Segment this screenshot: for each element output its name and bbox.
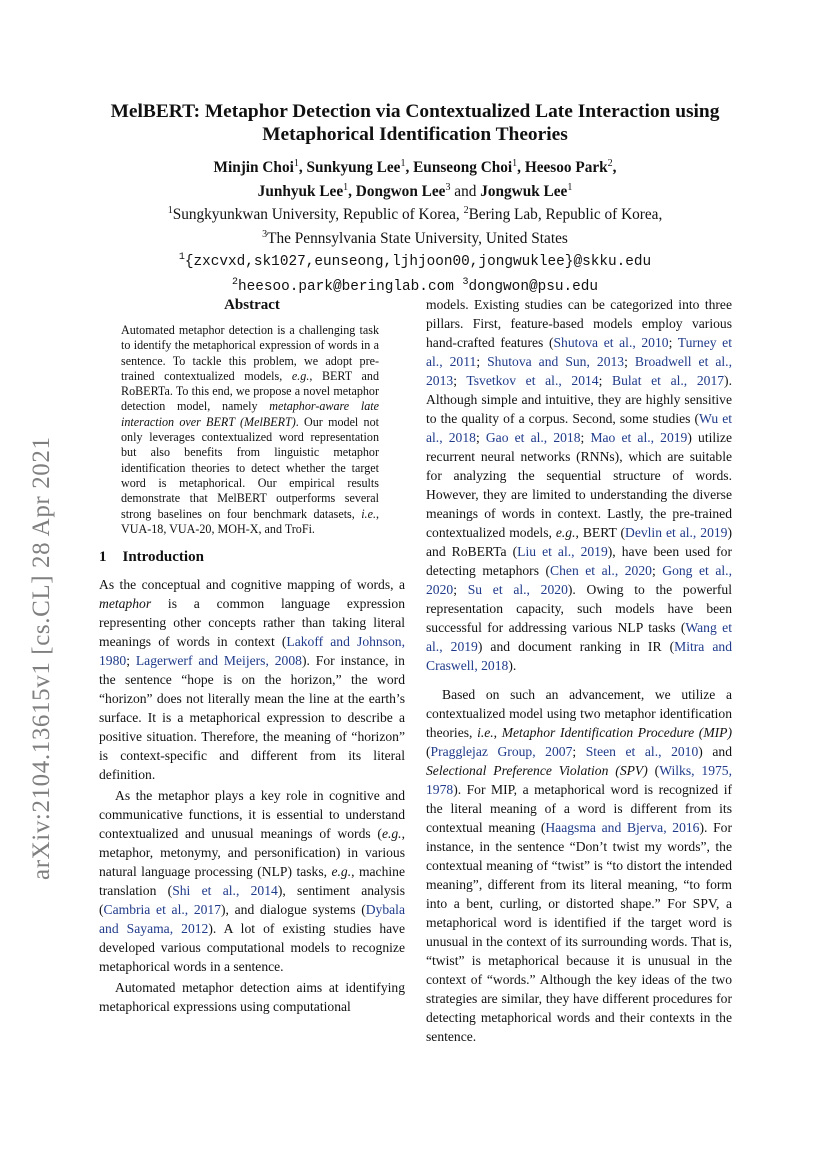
affiliation-marker: 1: [167, 205, 173, 217]
right-body: [426, 295, 732, 1046]
citation-link[interactable]: Lagerwerf and Meijers, 2008: [135, 653, 302, 669]
section-number: 1: [99, 549, 107, 566]
citation-link[interactable]: Dybala and Sayama, 2012: [99, 902, 405, 937]
affiliation-marker: 2: [463, 205, 469, 217]
citation-link[interactable]: Steen et al., 2010: [585, 744, 699, 759]
emphasis-text: i.e.: [477, 725, 494, 740]
citation-link[interactable]: Wilks, 1975, 1978: [426, 763, 732, 797]
affiliation-marker: 1: [400, 158, 406, 169]
emphasis-text: metaphor: [99, 596, 152, 612]
emphasis-text: e.g.: [381, 826, 402, 842]
abstract-text: Automated metaphor detection is a challenging task to identify the metaphorical expression of words in a sentence. To tackle this problem, we adopt pre-trained contextualized models, e.g., BERT and RoBERTa. To this end, we propose a novel metaphor detection model, namely metaphor-aware late interaction over BERT (MelBERT). Our model not only leverages contextualized word representation but also benefits from linguistic metaphor identification theories to detect whether the target word is metaphorical. Our empirical results demonstrate that MelBERT outperforms several strong baselines on four benchmark datasets, i.e., VUA-18, VUA-20, MOH-X, and TroFi.: [121, 323, 380, 536]
affiliation-marker: 2: [607, 158, 613, 169]
emphasis-text: e.g.: [331, 864, 352, 880]
citation-link[interactable]: Devlin et al., 2019: [625, 525, 728, 540]
affiliation-marker: 3: [262, 228, 268, 240]
email-address[interactable]: heesoo.park@beringlab.com: [237, 278, 463, 295]
citation-link[interactable]: Shutova et al., 2010: [553, 335, 669, 350]
right-column: [426, 295, 732, 1046]
author-name: Sunkyung Lee: [306, 159, 401, 177]
author-name: Jongwuk Lee: [480, 182, 568, 200]
affiliations-line-1: [90, 201, 740, 225]
emphasis-text: i.e.: [361, 506, 376, 521]
body-paragraph: Automated metaphor detection aims at identifying metaphorical expressions using computational: [99, 980, 405, 1015]
emphasis-text: e.g.: [291, 368, 310, 383]
section-heading-introduction: [99, 547, 405, 567]
author-name: Minjin Choi: [213, 159, 294, 177]
emphasis-text: Selectional Preference Violation (SPV): [426, 763, 648, 778]
affiliation-name: Bering Lab, Republic of Korea,: [468, 206, 663, 224]
body-paragraph: models. Existing studies can be categorized into three pillars. First, feature-based models employ various hand-crafted features (Shutova et al., 2010; Turney et al., 2011; Shutova and Sun, 2013; Broadwell et al., 2013; Tsvetkov et al., 2014; Bulat et al., 2017). Although simple and intuitive, they are highly sensitive to the quality of a corpus. Second, some studies (Wu et al., 2018; Gao et al., 2018; Mao et al., 2019) utilize recurrent neural networks (RNNs), which are suitable for analyzing the sequential structure of words. However, they are limited to understanding the diverse meanings of words in context. Lastly, the pre-trained contextualized models, e.g., BERT (Devlin et al., 2019) and RoBERTa (Liu et al., 2019), have been used for detecting metaphors (Chen et al., 2020; Gong et al., 2020; Su et al., 2020). Owing to the powerful representation capacity, such models have been successful for addressing various NLP tasks (Wang et al., 2019) and document ranking in IR (Mitra and Craswell, 2018).: [426, 297, 733, 673]
authors-line-2: Junhyuk Lee$^1$, Dongwon Lee$^3$ and Jongwuk Lee$^1$: [257, 181, 573, 200]
citation-link[interactable]: Wu et al., 2018: [426, 411, 733, 445]
citation-link[interactable]: Pragglejaz Group, 2007: [430, 744, 573, 759]
citation-link[interactable]: Gao et al., 2018: [485, 430, 581, 445]
email-address[interactable]: dongwon@psu.edu: [468, 278, 599, 295]
emails-line-1[interactable]: [90, 248, 740, 272]
affiliation-marker: 1: [178, 252, 185, 264]
authors-line-1: Minjin Choi$^1$, Sunkyung Lee$^1$, Eunseong Choi$^1$, Heesoo Park$^2$,: [213, 158, 617, 177]
section-title: Introduction: [122, 549, 204, 566]
citation-link[interactable]: Cambria et al., 2017: [103, 902, 222, 918]
citation-link[interactable]: Shi et al., 2014: [172, 883, 278, 899]
affiliations-line-2: [90, 225, 740, 249]
affiliation-marker: 3: [445, 181, 451, 193]
citation-link[interactable]: Tsvetkov et al., 2014: [466, 373, 599, 388]
emphasis-text: metaphor-aware late interaction over BERT (MelBERT): [121, 399, 379, 429]
citation-link[interactable]: Liu et al., 2019: [517, 544, 608, 559]
citation-link[interactable]: Wang et al., 2019: [426, 620, 732, 654]
affiliation-marker: 2: [231, 276, 238, 288]
author-name: Junhyuk Lee: [257, 182, 344, 200]
author-name: Eunseong Choi: [413, 159, 513, 177]
author-name: Dongwon Lee: [355, 182, 446, 200]
citation-link[interactable]: Broadwell et al., 2013: [426, 354, 732, 388]
paper-title: MelBERT: Metaphor Detection via Contextualized Late Interaction using Metaphorical Identification Theories: [110, 101, 720, 145]
citation-link[interactable]: Su et al., 2020: [467, 582, 568, 597]
abstract-heading: Abstract: [224, 297, 280, 313]
citation-link[interactable]: Lakoff and Johnson, 1980: [99, 634, 405, 669]
citation-link[interactable]: Shutova and Sun, 2013: [487, 354, 625, 369]
affiliation-marker: 1: [293, 158, 299, 169]
citation-link[interactable]: Bulat et al., 2017: [612, 373, 725, 388]
arxiv-identifier: arXiv:2104.13615v1 [cs.CL] 28 Apr 2021: [28, 436, 55, 880]
affiliation-name: The Pennsylvania State University, United States: [267, 229, 568, 247]
affiliation-marker: 1: [567, 181, 573, 193]
author-conjunction: and: [454, 182, 477, 200]
email-address[interactable]: {zxcvxd,sk1027,eunseong,ljhjoon00,jongwuklee}@skku.edu: [184, 254, 652, 271]
citation-link[interactable]: Gong et al., 2020: [426, 563, 732, 597]
left-column: [99, 295, 405, 1016]
body-paragraph: As the metaphor plays a key role in cognitive and communicative functions, it is essential to understand contextualized and unusual meanings of words (e.g., metaphor, metonymy, and personification) in various natural language processing (NLP) tasks, e.g., machine translation (Shi et al., 2014), sentiment analysis (Cambria et al., 2017), and dialogue systems (Dybala and Sayama, 2012). A lot of existing studies have developed various computational models to recognize metaphorical words in a sentence.: [99, 788, 405, 975]
body-paragraph: As the conceptual and cognitive mapping of words, a metaphor is a common language expression representing other concepts rather than taking literal meanings of words in context (Lakoff and Johnson, 1980; Lagerwerf and Meijers, 2008). For instance, in the sentence “hope is on the horizon,” the word “horizon” does not literally mean the line at the earth’s surface. It is a metaphorical expression to describe a positive situation. Therefore, the meaning of “horizon” is context-specific and different from its literal definition.: [99, 577, 405, 783]
body-paragraph: Based on such an advancement, we utilize a contextualized model using two metaphor identification theories, i.e., Metaphor Identification Procedure (MIP) (Pragglejaz Group, 2007; Steen et al., 2010) and Selectional Preference Violation (SPV) (Wilks, 1975, 1978). For MIP, a metaphorical word is recognized if the literal meaning of a word is different from its contextual meaning (Haagsma and Bjerva, 2016). For instance, in the sentence “Don’t twist my words”, the contextual meaning of “twist” is “to distort the intended meaning”, different from its literal meaning, “to form into a bent, curling, or distorted shape.” For SPV, a metaphorical word is identified if the target word is unusual in the context of its surrounding words. That is, “twist” is metaphorical because it is unusual in the context of “words.” Although the key ideas of the two strategies are similar, they have different procedures for detecting metaphorical words and their contexts in the sentence.: [426, 687, 732, 1044]
author-block: [90, 154, 740, 297]
emails-line-2[interactable]: [90, 273, 740, 297]
affiliation-name: Sungkyunkwan University, Republic of Korea,: [172, 206, 464, 224]
emphasis-text: e.g.: [555, 525, 576, 540]
citation-link[interactable]: Mao et al., 2019: [590, 430, 688, 445]
affiliation-marker: 1: [343, 181, 349, 193]
affiliation-marker: 3: [462, 276, 469, 288]
left-body: [99, 575, 405, 1016]
citation-link[interactable]: Haagsma and Bjerva, 2016: [545, 820, 700, 835]
citation-link[interactable]: Mitra and Craswell, 2018: [426, 639, 732, 673]
emphasis-text: Metaphor Identification Procedure (MIP): [501, 725, 732, 740]
citation-link[interactable]: Chen et al., 2020: [550, 563, 652, 578]
citation-link[interactable]: Turney et al., 2011: [426, 335, 732, 369]
author-name: Heesoo Park: [524, 159, 608, 177]
affiliation-marker: 1: [512, 158, 518, 169]
